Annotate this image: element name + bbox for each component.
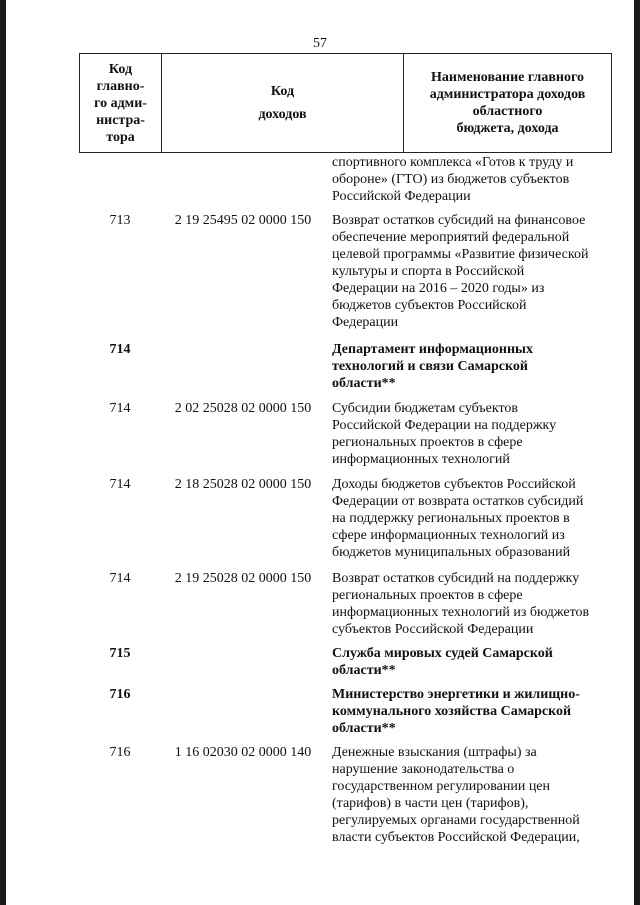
- row-name-line: целевой программы «Развитие физической: [332, 247, 589, 262]
- row-name-line: Российской Федерации: [332, 189, 471, 204]
- row-name-line: Российской Федерации на поддержку: [332, 418, 557, 433]
- row-name-line: бюджетов муниципальных образований: [332, 545, 571, 560]
- header-code-line: доходов: [258, 107, 307, 122]
- header-admin-line: тора: [106, 129, 135, 145]
- row-admin-code: 713: [109, 213, 131, 228]
- row-name-line: Департамент информационных: [332, 342, 533, 357]
- page-number: 57: [313, 36, 327, 51]
- row-admin-code: 716: [109, 745, 131, 760]
- header-admin-line: главно-: [96, 78, 145, 94]
- row-admin-code: 715: [109, 646, 131, 661]
- row-name: [332, 341, 617, 392]
- row-income-code: 2 19 25495 02 0000 150: [174, 213, 312, 228]
- row-income-code: 2 19 25028 02 0000 150: [174, 571, 312, 586]
- row-income-code: 1 16 02030 02 0000 140: [174, 745, 312, 760]
- row-name-line: Федерации на 2016 – 2020 годы» из: [332, 281, 545, 296]
- row-name-line: Федерации от возврата остатков субсидий: [332, 494, 584, 509]
- row-name-line: области**: [332, 721, 396, 736]
- table-row: [0, 212, 640, 332]
- row-name: [332, 645, 617, 679]
- row-name: [332, 476, 617, 561]
- header-name: [404, 54, 611, 152]
- header-name-line: Наименование главного: [431, 70, 584, 85]
- header-admin-line: Код: [108, 61, 133, 77]
- row-name-line: региональных проектов в сфере: [332, 588, 523, 603]
- row-name: [332, 686, 617, 737]
- row-name-line: обороне» (ГТО) из бюджетов субъектов: [332, 172, 570, 187]
- row-admin-code: 714: [109, 401, 131, 416]
- row-name-line: (тарифов) в части цен (тарифов),: [332, 796, 529, 811]
- row-name-line: Служба мировых судей Самарской: [332, 646, 553, 661]
- row-name-line: нарушение законодательства о: [332, 762, 515, 777]
- row-name-line: Денежные взыскания (штрафы) за: [332, 745, 537, 760]
- row-name: [332, 570, 617, 638]
- row-admin-code: 714: [109, 477, 131, 492]
- row-name-line: на поддержку региональных проектов в: [332, 511, 570, 526]
- row-name-line: Министерство энергетики и жилищно-: [332, 687, 580, 702]
- table-row: [0, 744, 640, 848]
- row-name-line: Возврат остатков субсидий на финансовое: [332, 213, 586, 228]
- row-name-line: Субсидии бюджетам субъектов: [332, 401, 519, 416]
- header-admin-line: нистра-: [96, 112, 145, 128]
- table-row: [0, 341, 640, 393]
- table-row: [0, 686, 640, 738]
- row-name-line: области**: [332, 663, 396, 678]
- table-row: [0, 154, 640, 206]
- row-name-line: бюджетов субъектов Российской: [332, 298, 527, 313]
- row-name-line: Федерации: [332, 315, 399, 330]
- row-name-line: власти субъектов Российской Федерации,: [332, 830, 580, 845]
- row-name-line: региональных проектов в сфере: [332, 435, 523, 450]
- row-admin-code: 714: [109, 342, 131, 357]
- row-name: [332, 744, 617, 846]
- row-name-line: регулируемых органами государственной: [332, 813, 580, 828]
- row-name-line: Доходы бюджетов субъектов Российской: [332, 477, 576, 492]
- row-name-line: культуры и спорта в Российской: [332, 264, 525, 279]
- table-row: [0, 476, 640, 562]
- header-admin-line: го адми-: [94, 95, 147, 111]
- row-income-code: 2 18 25028 02 0000 150: [174, 477, 312, 492]
- header-name-line: администратора доходов областного: [429, 87, 586, 119]
- header-income-code: [162, 54, 404, 152]
- row-income-code: 2 02 25028 02 0000 150: [174, 401, 312, 416]
- row-name: [332, 212, 617, 331]
- header-code-line: Код: [270, 84, 295, 99]
- row-name-line: сфере информационных технологий из: [332, 528, 565, 543]
- row-name: [332, 154, 617, 205]
- row-admin-code: 716: [109, 687, 131, 702]
- row-name-line: коммунального хозяйства Самарской: [332, 704, 572, 719]
- table-row: [0, 400, 640, 469]
- row-name-line: области**: [332, 376, 396, 391]
- row-name-line: спортивного комплекса «Готов к труду и: [332, 155, 574, 170]
- header-name-line: бюджета, дохода: [456, 121, 559, 136]
- row-name: [332, 400, 617, 468]
- row-name-line: субъектов Российской Федерации: [332, 622, 534, 637]
- row-admin-code: 714: [109, 571, 131, 586]
- row-name-line: государственном регулировании цен: [332, 779, 551, 794]
- row-name-line: обеспечение мероприятий федеральной: [332, 230, 570, 245]
- row-name-line: технологий и связи Самарской: [332, 359, 528, 374]
- table-header: [79, 53, 612, 153]
- table-row: [0, 645, 640, 680]
- row-name-line: информационных технологий: [332, 452, 510, 467]
- row-name-line: Возврат остатков субсидий на поддержку: [332, 571, 580, 586]
- header-admin-code: [80, 54, 162, 152]
- table-row: [0, 570, 640, 639]
- row-name-line: информационных технологий из бюджетов: [332, 605, 590, 620]
